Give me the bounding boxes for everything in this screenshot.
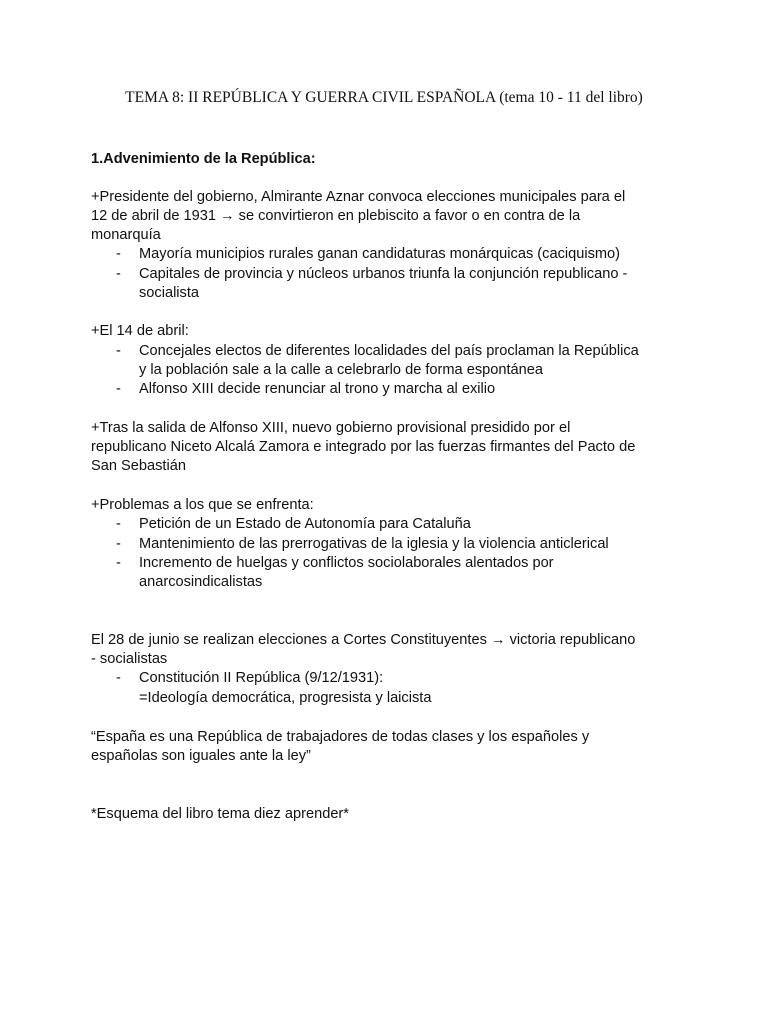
- bullet-item: Constitución II República (9/12/1931):: [139, 670, 384, 686]
- note-line: *Esquema del libro tema diez aprender*: [91, 806, 349, 822]
- document-title: TEMA 8: II REPÚBLICA Y GUERRA CIVIL ESPAÑOLA (tema 10 - 11 del libro): [125, 89, 643, 106]
- bullet-item: Capitales de provincia y núcleos urbanos triunfa la conjunción republicano -: [139, 266, 628, 282]
- bullet-item-continuation: socialista: [139, 285, 200, 301]
- quote-line: españolas son iguales ante la ley”: [91, 748, 311, 764]
- bullet-item: Concejales electos de diferentes localidades del país proclaman la República: [139, 343, 639, 359]
- bullet-dash: -: [116, 246, 121, 262]
- paragraph-line: San Sebastián: [91, 458, 186, 474]
- paragraph-line: +Tras la salida de Alfonso XIII, nuevo gobierno provisional presidido por el: [91, 420, 571, 436]
- bullet-item-continuation: =Ideología democrática, progresista y laicista: [139, 690, 432, 706]
- bullet-item: Mayoría municipios rurales ganan candidaturas monárquicas (caciquismo): [139, 246, 621, 262]
- paragraph-line: - socialistas: [91, 651, 168, 667]
- paragraph-line: 12 de abril de 1931 → se convirtieron en plebiscito a favor o en contra de la: [91, 208, 581, 224]
- bullet-dash: -: [116, 343, 121, 359]
- quote-line: “España es una República de trabajadores de todas clases y los españoles y: [91, 729, 590, 745]
- paragraph-line: El 28 de junio se realizan elecciones a Cortes Constituyentes → victoria republicano: [91, 632, 636, 648]
- bullet-item: Mantenimiento de las prerrogativas de la iglesia y la violencia anticlerical: [139, 536, 609, 552]
- bullet-dash: -: [116, 536, 121, 552]
- paragraph-line: +El 14 de abril:: [91, 323, 189, 339]
- bullet-dash: -: [116, 670, 121, 686]
- bullet-item: Petición de un Estado de Autonomía para Cataluña: [139, 516, 471, 532]
- bullet-dash: -: [116, 381, 121, 397]
- bullet-item: Incremento de huelgas y conflictos sociolaborales alentados por: [139, 555, 554, 571]
- bullet-dash: -: [116, 266, 121, 282]
- bullet-dash: -: [116, 555, 121, 571]
- paragraph-line: monarquía: [91, 227, 161, 243]
- paragraph-line: +Presidente del gobierno, Almirante Aznar convoca elecciones municipales para el: [91, 189, 626, 205]
- bullet-item-continuation: y la población sale a la calle a celebrarlo de forma espontánea: [139, 362, 544, 378]
- paragraph-line: +Problemas a los que se enfrenta:: [91, 497, 314, 513]
- bullet-item: Alfonso XIII decide renunciar al trono y marcha al exilio: [139, 381, 496, 397]
- bullet-dash: -: [116, 516, 121, 532]
- section-heading: 1.Advenimiento de la República:: [91, 151, 316, 167]
- bullet-item-continuation: anarcosindicalistas: [139, 574, 263, 590]
- paragraph-line: republicano Niceto Alcalá Zamora e integrado por las fuerzas firmantes del Pacto de: [91, 439, 636, 455]
